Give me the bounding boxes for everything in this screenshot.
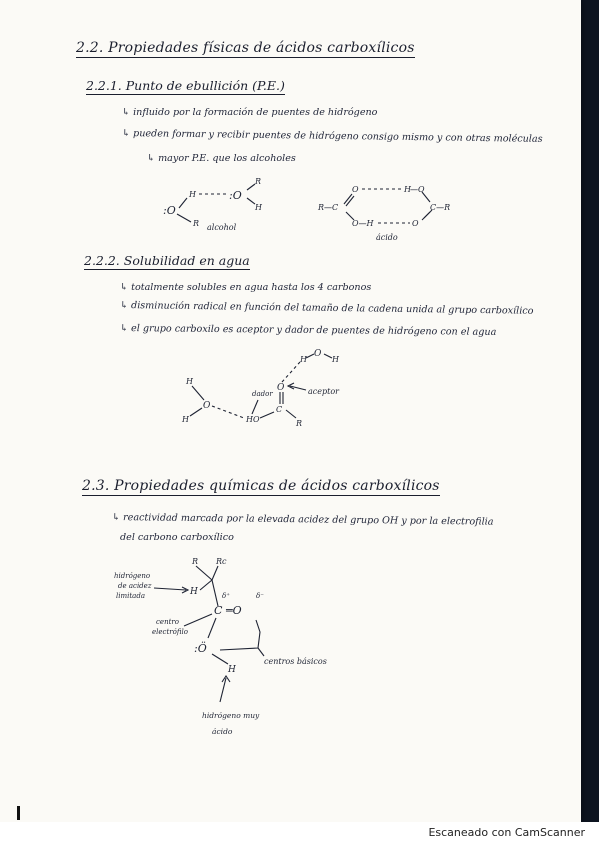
bond: [212, 580, 218, 606]
delta-plus: δ⁺: [222, 592, 230, 600]
bond: [422, 192, 430, 202]
arrow: [252, 400, 258, 414]
bond: [324, 354, 332, 358]
subsection-heading-2-2-1: 2.2.1. Punto de ebullición (P.E.): [86, 78, 285, 93]
bond: [200, 580, 212, 590]
hidrogeno-acidez-label: limitada: [116, 592, 145, 600]
acidic-hydrogen: H: [228, 665, 236, 675]
hidrogeno-muy-acido-label: hidrógeno muy: [202, 711, 260, 720]
bond: [344, 194, 352, 204]
note-line: ↳ el grupo carboxilo es aceptor y dador de puentes de hidrógeno con el agua: [119, 323, 497, 338]
note-line: ↳ mayor P.E. que los alcoholes: [147, 153, 296, 164]
bond: [190, 408, 202, 416]
r-group: R: [193, 219, 200, 228]
note-line: ↳ pueden formar y recibir puentes de hidrógeno consigo mismo y con otras moléculas: [121, 128, 543, 145]
oxygen: —O: [410, 185, 425, 194]
hydrogen: H: [300, 355, 307, 364]
bond: [208, 618, 216, 638]
carbon-r: C—R: [430, 203, 451, 212]
arrow: [154, 588, 186, 590]
arrow: [258, 648, 264, 656]
bond: [179, 198, 187, 208]
bond: [192, 386, 204, 400]
arrow: [220, 678, 226, 702]
bond: [346, 196, 354, 206]
bond: [260, 412, 274, 418]
delta-minus: δ⁻: [256, 592, 264, 600]
rc-group: Rc: [216, 557, 227, 566]
carbonyl-oxygen: ═O: [226, 604, 242, 617]
hydrogen-bond: [282, 362, 300, 382]
note-line: ↳ influido por la formación de puentes de hidrógeno: [122, 107, 378, 118]
arrow: [184, 614, 212, 626]
bond: [306, 354, 314, 358]
bond: [247, 184, 255, 190]
hydrogen: H: [255, 203, 262, 212]
hydrogen-bond: [212, 406, 244, 418]
hydrogen: H: [404, 185, 411, 194]
r-group: R: [192, 557, 199, 566]
acid-label: ácido: [376, 233, 398, 242]
oxygen: O: [352, 185, 359, 194]
reactivity-diagram: [108, 552, 358, 747]
scan-corner-mark: [17, 806, 20, 820]
bracket: [220, 620, 260, 650]
oxygen: O: [314, 349, 322, 359]
hidrogeno-acidez-label: hidrógeno: [114, 572, 151, 580]
alcohol-label: alcohol: [207, 223, 237, 232]
note-line: ↳ disminución radical en función del tamaño de la cadena unida al grupo carboxílico: [119, 300, 534, 317]
hydroxyl: HO: [246, 415, 260, 424]
hidrogeno-muy-acido-label: ácido: [212, 727, 233, 736]
bond: [247, 198, 255, 204]
subsection-heading-2-2-2: 2.2.2. Solubilidad en agua: [84, 253, 250, 268]
hydroxyl-oxygen: :Ö: [194, 642, 207, 655]
oxygen-lone-pair: :O: [163, 204, 176, 217]
bond: [177, 214, 191, 222]
r-group: R: [296, 419, 303, 428]
hidrogeno-acidez-label: de acidez: [118, 582, 152, 590]
note-line: ↳ totalmente solubles en agua hasta los 4 carbonos: [120, 282, 372, 293]
bond: [212, 654, 228, 664]
oxygen: O: [412, 219, 419, 228]
section-heading-2-2: 2.2. Propiedades físicas de ácidos carboxílicos: [76, 40, 415, 56]
section-heading-2-3: 2.3. Propiedades químicas de ácidos carboxílicos: [82, 478, 440, 494]
oxygen: O: [277, 383, 285, 393]
oxygen-lone-pair: :O: [229, 189, 242, 202]
carbon: C: [214, 604, 223, 617]
note-line: del carbono carboxílico: [120, 532, 234, 543]
hydrogen: H: [189, 190, 196, 199]
hydrogen: H: [186, 377, 193, 386]
hydrogen: H: [332, 355, 339, 364]
bond: [212, 566, 218, 580]
r-carbon: R—C: [318, 203, 339, 212]
r-group: R: [255, 177, 262, 186]
bond: [286, 410, 296, 418]
carbon: C: [276, 405, 283, 414]
centro-electrofilo-label: centro: [156, 618, 179, 626]
oxygen-hydrogen: O—H: [352, 219, 374, 228]
hydrogen: H: [190, 587, 198, 597]
bond: [196, 566, 212, 580]
hydrogen: H: [182, 415, 189, 424]
scanner-watermark: Escaneado con CamScanner: [428, 826, 585, 839]
water-carboxyl-diagram: [180, 350, 350, 435]
aceptor-label: aceptor: [308, 387, 339, 396]
note-line: ↳ reactividad marcada por la elevada acidez del grupo OH y por la electrofilia: [111, 512, 494, 528]
acid-dimer-diagram: [318, 180, 468, 240]
centros-basicos-label: centros básicos: [264, 657, 327, 666]
dador-label: dador: [252, 390, 273, 398]
oxygen: O: [203, 401, 211, 411]
alcohol-hbond-diagram: [155, 172, 275, 232]
centro-electrofilo-label: electrófilo: [152, 628, 188, 636]
